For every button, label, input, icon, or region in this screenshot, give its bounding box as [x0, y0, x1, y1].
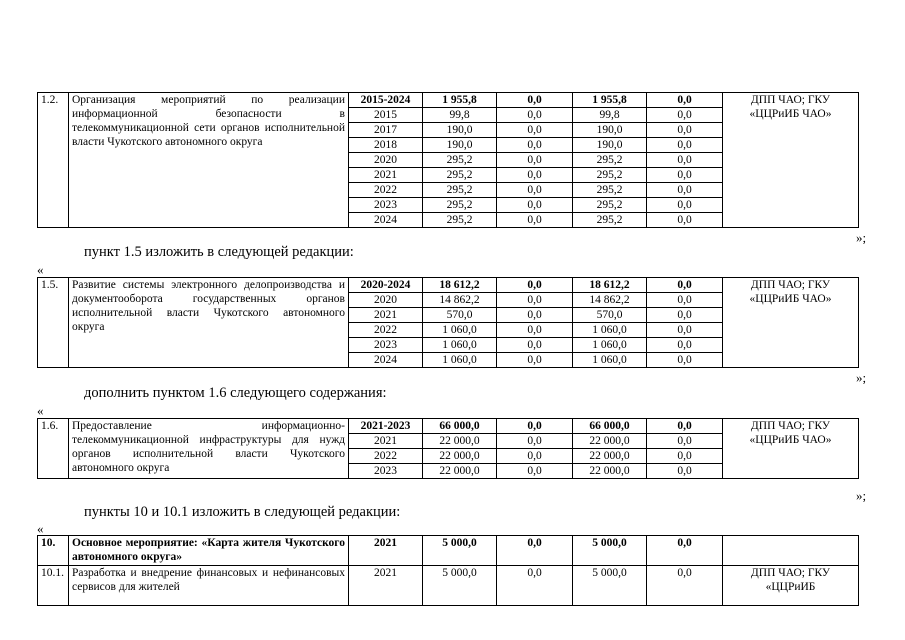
other-cell: 0,0: [647, 93, 723, 108]
item-description: Разработка и внедрение финансовых и нефинансовых сервисов для жителей: [69, 566, 349, 606]
item-description: Организация мероприятий по реализации информационной безопасности в телекоммуникационной сети органов исполнительной власти Чукотского автономного округа: [69, 93, 349, 228]
item-number: 10.1.: [38, 566, 69, 606]
total-cell: 295,2: [423, 168, 497, 183]
period-cell: 2024: [349, 213, 423, 228]
other-cell: 0,0: [647, 338, 723, 353]
item-number: 1.6.: [38, 419, 69, 479]
item-description: Развитие системы электронного делопроизводства и документооборота государственных органов исполнительной власти Чукотского автономного округа: [69, 278, 349, 368]
regional-cell: 1 060,0: [573, 338, 647, 353]
regional-cell: 295,2: [573, 168, 647, 183]
item-number: 1.2.: [38, 93, 69, 228]
other-cell: 0,0: [647, 183, 723, 198]
federal-cell: 0,0: [497, 183, 573, 198]
regional-cell: 22 000,0: [573, 464, 647, 479]
paragraph-item-1-5: пункт 1.5 изложить в следующей редакции:: [84, 244, 354, 260]
period-cell: 2020: [349, 153, 423, 168]
federal-cell: 0,0: [497, 338, 573, 353]
regional-cell: 190,0: [573, 138, 647, 153]
federal-cell: 0,0: [497, 419, 573, 434]
closing-quote: »;: [856, 230, 867, 245]
period-cell: 2022: [349, 323, 423, 338]
opening-quote: «: [37, 403, 44, 418]
total-cell: 66 000,0: [423, 419, 497, 434]
other-cell: 0,0: [647, 464, 723, 479]
other-cell: 0,0: [647, 323, 723, 338]
total-cell: 5 000,0: [423, 536, 497, 566]
other-cell: 0,0: [647, 198, 723, 213]
total-cell: 190,0: [423, 123, 497, 138]
regional-cell: 22 000,0: [573, 434, 647, 449]
federal-cell: 0,0: [497, 168, 573, 183]
period-cell: 2015: [349, 108, 423, 123]
regional-cell: 295,2: [573, 153, 647, 168]
other-cell: 0,0: [647, 434, 723, 449]
period-cell: 2015-2024: [349, 93, 423, 108]
table-item-1-6: [37, 418, 859, 479]
paragraph-item-1-6: дополнить пунктом 1.6 следующего содержания:: [84, 385, 387, 401]
other-cell: 0,0: [647, 278, 723, 293]
total-cell: 99,8: [423, 108, 497, 123]
total-cell: 18 612,2: [423, 278, 497, 293]
total-cell: 22 000,0: [423, 464, 497, 479]
table-row: [38, 536, 859, 566]
table-row: [38, 93, 859, 108]
period-cell: 2023: [349, 464, 423, 479]
responsible-cell: [723, 536, 859, 566]
federal-cell: 0,0: [497, 153, 573, 168]
period-cell: 2021: [349, 434, 423, 449]
closing-quote: »;: [856, 370, 867, 385]
federal-cell: 0,0: [497, 138, 573, 153]
other-cell: 0,0: [647, 419, 723, 434]
regional-cell: 99,8: [573, 108, 647, 123]
total-cell: 1 060,0: [423, 353, 497, 368]
total-cell: 295,2: [423, 183, 497, 198]
total-cell: 1 060,0: [423, 323, 497, 338]
federal-cell: 0,0: [497, 536, 573, 566]
federal-cell: 0,0: [497, 434, 573, 449]
federal-cell: 0,0: [497, 449, 573, 464]
period-cell: 2023: [349, 198, 423, 213]
regional-cell: 1 060,0: [573, 323, 647, 338]
total-cell: 1 955,8: [423, 93, 497, 108]
regional-cell: 18 612,2: [573, 278, 647, 293]
total-cell: 295,2: [423, 153, 497, 168]
federal-cell: 0,0: [497, 93, 573, 108]
federal-cell: 0,0: [497, 308, 573, 323]
responsible-cell: ДПП ЧАО; ГКУ «ЦЦРиИБ ЧАО»: [723, 419, 859, 479]
period-cell: 2021: [349, 566, 423, 606]
federal-cell: 0,0: [497, 123, 573, 138]
regional-cell: 570,0: [573, 308, 647, 323]
federal-cell: 0,0: [497, 213, 573, 228]
other-cell: 0,0: [647, 449, 723, 464]
table-row: [38, 278, 859, 293]
item-number: 10.: [38, 536, 69, 566]
total-cell: 1 060,0: [423, 338, 497, 353]
regional-cell: 295,2: [573, 183, 647, 198]
regional-cell: 5 000,0: [573, 536, 647, 566]
item-number: 1.5.: [38, 278, 69, 368]
total-cell: 295,2: [423, 198, 497, 213]
other-cell: 0,0: [647, 138, 723, 153]
regional-cell: 22 000,0: [573, 449, 647, 464]
period-cell: 2021: [349, 308, 423, 323]
table-row: [38, 419, 859, 434]
period-cell: 2021: [349, 536, 423, 566]
other-cell: 0,0: [647, 293, 723, 308]
federal-cell: 0,0: [497, 566, 573, 606]
regional-cell: 190,0: [573, 123, 647, 138]
total-cell: 22 000,0: [423, 434, 497, 449]
regional-cell: 66 000,0: [573, 419, 647, 434]
regional-cell: 5 000,0: [573, 566, 647, 606]
table-item-1-5: [37, 277, 859, 368]
regional-cell: 1 060,0: [573, 353, 647, 368]
table-items-10: [37, 535, 859, 606]
responsible-cell: ДПП ЧАО; ГКУ «ЦЦРиИБ ЧАО»: [723, 93, 859, 228]
regional-cell: 14 862,2: [573, 293, 647, 308]
regional-cell: 1 955,8: [573, 93, 647, 108]
opening-quote: «: [37, 262, 44, 277]
period-cell: 2022: [349, 183, 423, 198]
item-description: Основное мероприятие: «Карта жителя Чукотского автономного округа»: [69, 536, 349, 566]
period-cell: 2020-2024: [349, 278, 423, 293]
federal-cell: 0,0: [497, 323, 573, 338]
other-cell: 0,0: [647, 108, 723, 123]
other-cell: 0,0: [647, 123, 723, 138]
federal-cell: 0,0: [497, 198, 573, 213]
total-cell: 22 000,0: [423, 449, 497, 464]
period-cell: 2020: [349, 293, 423, 308]
total-cell: 190,0: [423, 138, 497, 153]
other-cell: 0,0: [647, 566, 723, 606]
period-cell: 2023: [349, 338, 423, 353]
period-cell: 2018: [349, 138, 423, 153]
total-cell: 295,2: [423, 213, 497, 228]
federal-cell: 0,0: [497, 278, 573, 293]
period-cell: 2017: [349, 123, 423, 138]
responsible-cell: ДПП ЧАО; ГКУ «ЦЦРиИБ: [723, 566, 859, 606]
other-cell: 0,0: [647, 353, 723, 368]
total-cell: 14 862,2: [423, 293, 497, 308]
responsible-cell: ДПП ЧАО; ГКУ «ЦЦРиИБ ЧАО»: [723, 278, 859, 368]
total-cell: 5 000,0: [423, 566, 497, 606]
federal-cell: 0,0: [497, 464, 573, 479]
period-cell: 2022: [349, 449, 423, 464]
federal-cell: 0,0: [497, 108, 573, 123]
total-cell: 570,0: [423, 308, 497, 323]
other-cell: 0,0: [647, 168, 723, 183]
federal-cell: 0,0: [497, 293, 573, 308]
other-cell: 0,0: [647, 308, 723, 323]
period-cell: 2024: [349, 353, 423, 368]
closing-quote: »;: [856, 488, 867, 503]
opening-quote: «: [37, 521, 44, 536]
other-cell: 0,0: [647, 536, 723, 566]
other-cell: 0,0: [647, 213, 723, 228]
regional-cell: 295,2: [573, 213, 647, 228]
table-item-1-2: [37, 92, 859, 228]
period-cell: 2021: [349, 168, 423, 183]
paragraph-items-10: пункты 10 и 10.1 изложить в следующей редакции:: [84, 504, 401, 520]
other-cell: 0,0: [647, 153, 723, 168]
table-row: [38, 566, 859, 606]
period-cell: 2021-2023: [349, 419, 423, 434]
item-description: Предоставление информационно-телекоммуникационной инфраструктуры для нужд органов исполнительной власти Чукотского автономного округа: [69, 419, 349, 479]
regional-cell: 295,2: [573, 198, 647, 213]
federal-cell: 0,0: [497, 353, 573, 368]
